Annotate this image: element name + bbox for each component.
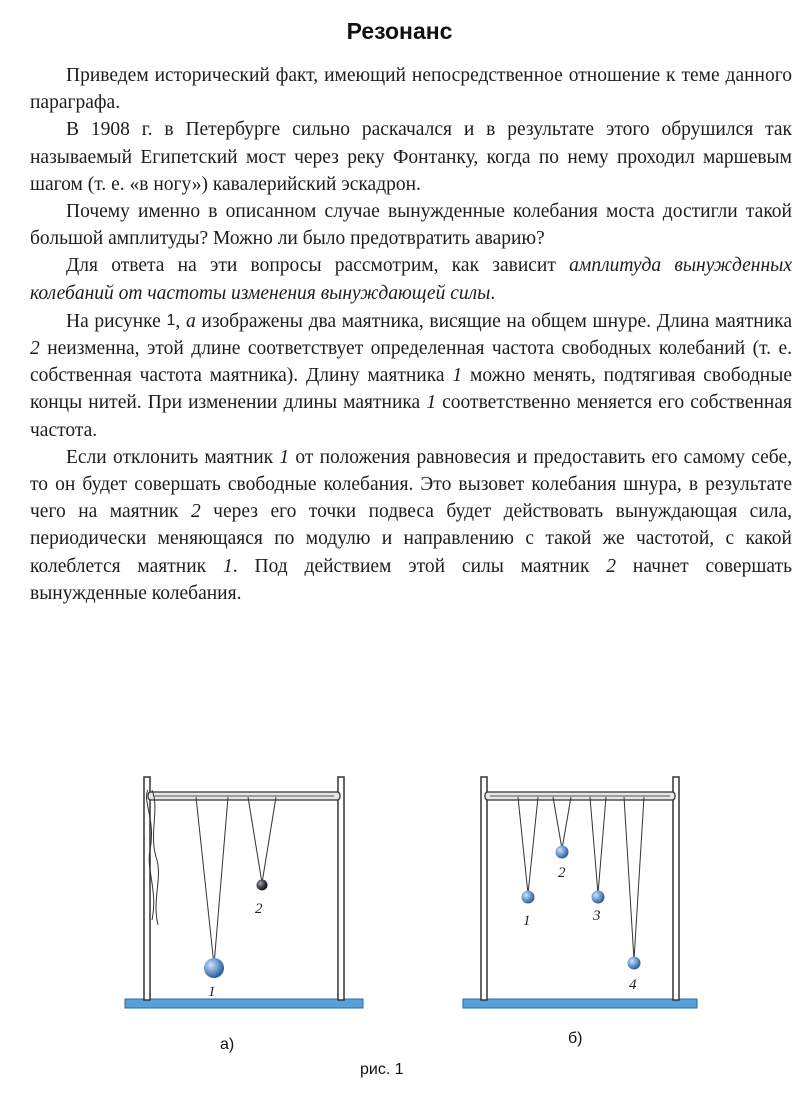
right-post <box>338 777 344 1000</box>
paragraph-5 <box>30 307 792 444</box>
paragraph-4 <box>30 252 792 306</box>
pendulum-number: 1 <box>279 446 290 468</box>
paragraph-4-emphasis: амплитуда вынужденных колебаний от частоты изменения вынуждающей силы <box>30 255 793 304</box>
pendulum-3-thread <box>590 797 598 894</box>
paragraph-6-text-b: от положения равновесия и предоставить его самому себе, то он будет совершать свободные колебания. Это вызовет колебания шнура, в результате чего на маятник <box>30 446 793 523</box>
paragraph-4-start: Для ответа на эти вопросы рассмотрим, как зависит <box>66 255 570 277</box>
free-thread-end <box>152 790 158 925</box>
caption-b: б) <box>568 1030 583 1047</box>
paragraph-5-sep: , <box>175 310 186 332</box>
pendulum-number: 1 <box>223 555 233 577</box>
pendulum-1-ball <box>522 891 535 904</box>
pendulum-2-thread <box>553 797 562 849</box>
pendulum-2-thread <box>248 797 262 883</box>
pendulum-3-ball <box>592 891 605 904</box>
pendulum-label-1: 1 <box>523 913 531 929</box>
pendulum-2-ball <box>556 846 569 859</box>
figure-caption: рис. 1 <box>360 1061 404 1078</box>
pendulum-1-thread <box>518 797 528 894</box>
paragraph-5-text-c: можно менять, подтягивая свободные концы нитей. При изменении длины маятника <box>30 365 792 414</box>
pendulum-number: 2 <box>30 338 40 360</box>
figure-reference: 1 <box>166 311 176 329</box>
left-post <box>481 777 487 1000</box>
paragraph-6-text-e: начнет совершать вынужденные колебания. <box>30 555 792 604</box>
pendulum-label-3: 3 <box>593 908 601 924</box>
base-plate <box>463 999 697 1008</box>
paragraph-5-text-b: неизменна, этой длине соответствует определенная частота свободных колебаний (т. е. собственная частота маятника). Длину маятника <box>30 338 792 387</box>
pendulum-number: 1 <box>426 392 437 414</box>
pendulum-2-ball <box>257 880 268 891</box>
pendulum-1-thread <box>528 797 538 894</box>
pendulum-2-thread <box>262 797 276 883</box>
paragraph-3: Почему именно в описанном случае вынужденные колебания моста достигли такой большой амплитуды? Можно ли было предотвратить аварию? <box>30 201 792 250</box>
caption-a: а) <box>220 1036 235 1053</box>
paragraph-1: Приведем исторический факт, имеющий непосредственное отношение к теме данного параграфа. <box>30 65 792 114</box>
paragraph-5-text-d: соответственно меняется его собственная частота. <box>30 392 792 441</box>
pendulum-4-ball <box>628 957 641 970</box>
paragraph-2: В 1908 г. в Петербурге сильно раскачался и в результате этого обрушился так называемый Египетский мост через реку Фонтанку, когда по нему проходил маршевым шагом (т. е. «в ногу») кавалерийский эскадрон. <box>30 119 792 195</box>
paragraph-5-start: На рисунке <box>66 310 167 332</box>
pendulum-4-thread <box>634 797 644 960</box>
right-post <box>673 777 679 1000</box>
pendulum-1-thread <box>196 797 214 965</box>
pendulum-number: 2 <box>606 555 617 577</box>
pendulum-label-4: 4 <box>629 977 637 993</box>
pendulum-label-2: 2 <box>255 901 263 917</box>
pendulum-number: 2 <box>190 501 201 523</box>
page-title: Резонанс <box>346 18 453 44</box>
pendulum-figure <box>0 760 799 1090</box>
pendulum-1-ball <box>204 958 224 978</box>
paragraph-4-end: . <box>490 282 496 304</box>
paragraph-6 <box>30 444 792 607</box>
pendulum-label-1: 1 <box>208 984 216 1000</box>
paragraph-5-text-a: изображены два маятника, висящие на общем шнуре. Длина маятника <box>195 310 792 332</box>
pendulum-illustration <box>0 760 799 1090</box>
paragraph-6-text-a: Если отклонить маятник <box>66 446 280 468</box>
paragraph-6-text-c: через его точки подвеса будет действовать вынуждающая сила, периодически меняющаяся по модулю и направлению с такой же частотой, с какой колеблется маятник <box>30 501 792 577</box>
pendulum-number: 1 <box>452 365 463 387</box>
paragraph-6-text-d: . Под действием этой силы маятник <box>232 555 607 577</box>
figure-a-stand <box>125 777 363 1008</box>
figure-letter: а <box>185 310 196 332</box>
pendulum-3-thread <box>598 797 606 894</box>
body-text <box>30 62 792 607</box>
pendulum-4-thread <box>624 797 634 960</box>
left-post <box>144 777 150 1000</box>
pendulum-1-thread <box>214 797 228 965</box>
figure-b-stand <box>463 777 697 1008</box>
pendulum-2-thread <box>562 797 571 849</box>
base-plate <box>125 999 363 1008</box>
pendulum-label-2: 2 <box>558 865 566 881</box>
